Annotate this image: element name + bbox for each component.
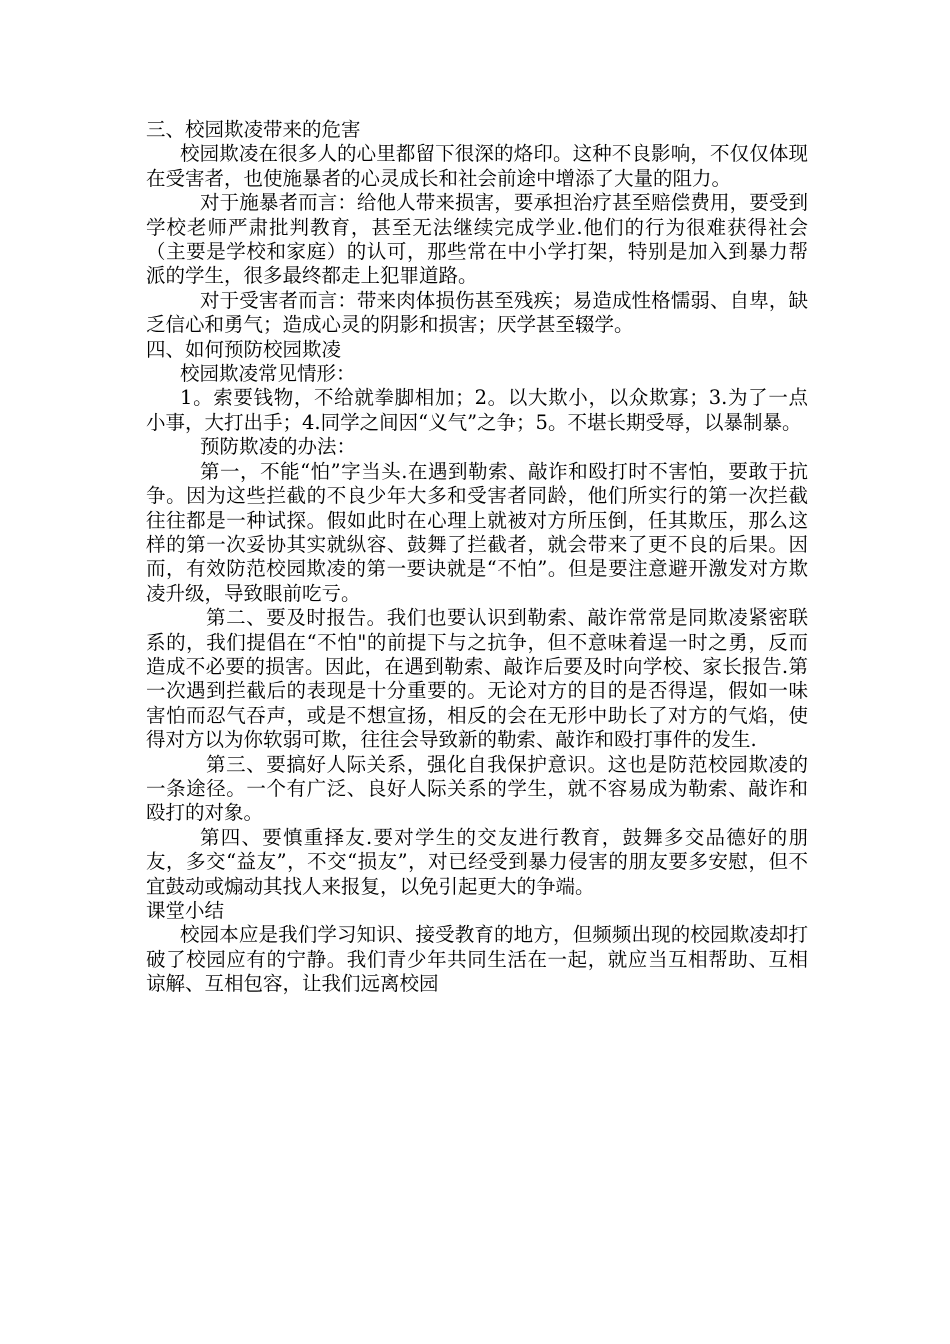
section-heading-4: 四、如何预防校园欺凌 [146, 337, 342, 361]
section-heading-3: 三、校园欺凌带来的危害 [146, 118, 361, 141]
section-heading-summary: 课堂小结 [146, 899, 225, 922]
paragraph-prevention-third: 第三、要搞好人际关系，强化自我保护意识。这也是防范校园欺凌的一条途径。一个有广泛、良好人际关系的学生，就不容易成为勒索、敲诈和殴打的对象。 [146, 752, 808, 825]
paragraph-prevention-first: 第一，不能“怕”字当头.在遇到勒索、敲诈和殴打时不害怕，要敢于抗争。因为这些拦截的不良少年大多和受害者同龄，他们所实行的第一次拦截往往都是一种试探。假如此时在心理上就被对方所压倒，任其欺压，那么这样的第一次妥协其实就纵容、鼓舞了拦截者，就会带来了更不良的后果。因而，有效防范校园欺凌的第一要诀就是“不怕”。但是要注意避开激发对方欺凌升级，导致眼前吃亏。 [146, 459, 808, 605]
paragraph-common-situations-label: 校园欺凌常见情形： [180, 362, 356, 386]
paragraph-perpetrators: 对于施暴者而言：给他人带来损害，要承担治疗甚至赔偿费用，要受到学校老师严肃批判教育，甚至无法继续完成学业.他们的行为很难获得社会（主要是学校和家庭）的认可，那些常在中小学打架，特别是加入到暴力帮派的学生，很多最终都走上犯罪道路。 [146, 191, 808, 288]
paragraph-impact-intro: 校园欺凌在很多人的心里都留下很深的烙印。这种不良影响，不仅仅体现在受害者，也使施暴者的心灵成长和社会前途中增添了大量的阻力。 [146, 142, 808, 190]
paragraph-prevention-fourth: 第四、要慎重择友.要对学生的交友进行教育，鼓舞多交品德好的朋友，多交“益友”，不交“损友”，对已经受到暴力侵害的朋友要多安慰，但不宜鼓动或煽动其找人来报复，以免引起更大的争端。 [146, 825, 808, 898]
paragraph-prevention-second: 第二、要及时报告。我们也要认识到勒索、敲诈常常是同欺凌紧密联系的，我们提倡在“不怕"的前提下与之抗争，但不意味着逞一时之勇，反而造成不必要的损害。因此，在遇到勒索、敲诈后要及时向学校、家长报告.第一次遇到拦截后的表现是十分重要的。无论对方的目的是否得逞，假如一味害怕而忍气吞声，或是不想宣扬，相反的会在无形中助长了对方的气焰，使得对方以为你软弱可欺，往往会导致新的勒索、敲诈和殴打事件的发生. [146, 606, 808, 752]
paragraph-prevention-label: 预防欺凌的办法： [200, 435, 357, 459]
paragraph-victims: 对于受害者而言：带来肉体损伤甚至残疾；易造成性格懦弱、自卑，缺乏信心和勇气；造成心灵的阴影和损害；厌学甚至辍学。 [146, 288, 808, 337]
paragraph-common-situations-list: 1。索要钱物，不给就拳脚相加；2。以大欺小，以众欺寡；3.为了一点小事，大打出手；4.同学之间因“义气”之争；5。不堪长期受辱，以暴制暴。 [146, 386, 808, 434]
document-body [146, 118, 808, 997]
paragraph-summary: 校园本应是我们学习知识、接受教育的地方，但频频出现的校园欺凌却打破了校园应有的宁静。我们青少年共同生活在一起，就应当互相帮助、互相谅解、互相包容，让我们远离校园 [146, 923, 808, 996]
